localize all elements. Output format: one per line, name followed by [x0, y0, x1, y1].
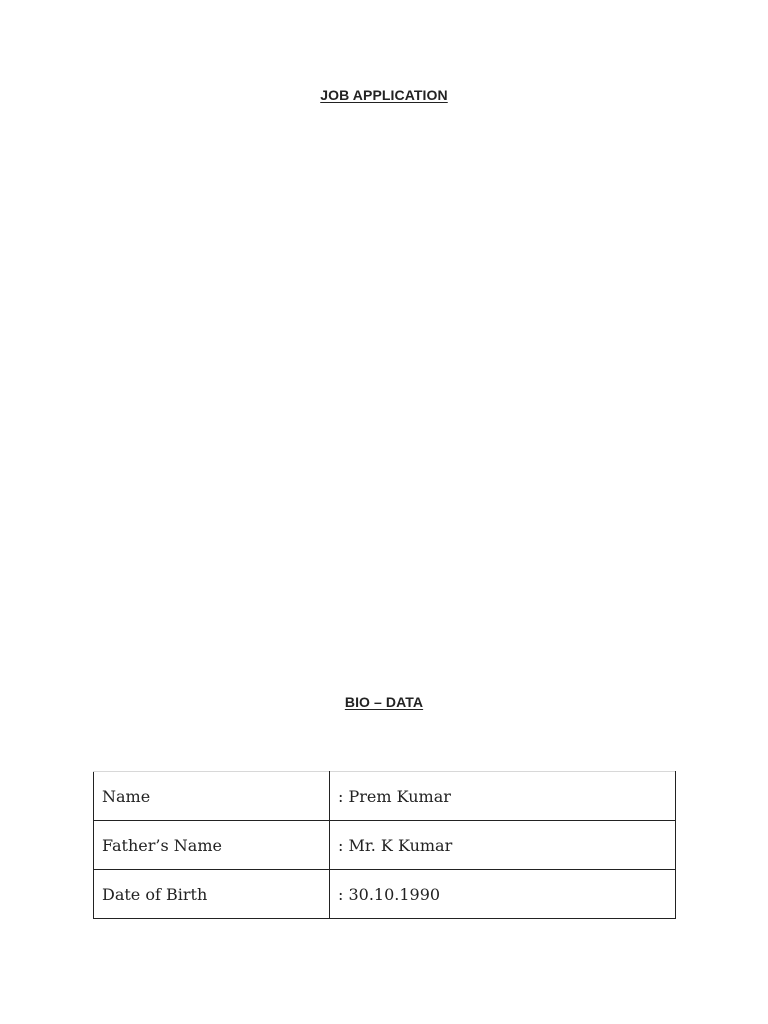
- field-value-name: : Prem Kumar: [330, 772, 676, 821]
- section-title: BIO – DATA: [344, 694, 424, 710]
- field-value-fathers-name: : Mr. K Kumar: [330, 821, 676, 870]
- table-row: [94, 772, 676, 821]
- field-label-name: Name: [94, 772, 330, 821]
- page-title: JOB APPLICATION: [320, 87, 448, 103]
- field-label-fathers-name: Father’s Name: [94, 821, 330, 870]
- table-row: [94, 870, 676, 919]
- table-row: [94, 821, 676, 870]
- field-value-date-of-birth: : 30.10.1990: [330, 870, 676, 919]
- field-label-date-of-birth: Date of Birth: [94, 870, 330, 919]
- bio-data-table: [93, 771, 676, 919]
